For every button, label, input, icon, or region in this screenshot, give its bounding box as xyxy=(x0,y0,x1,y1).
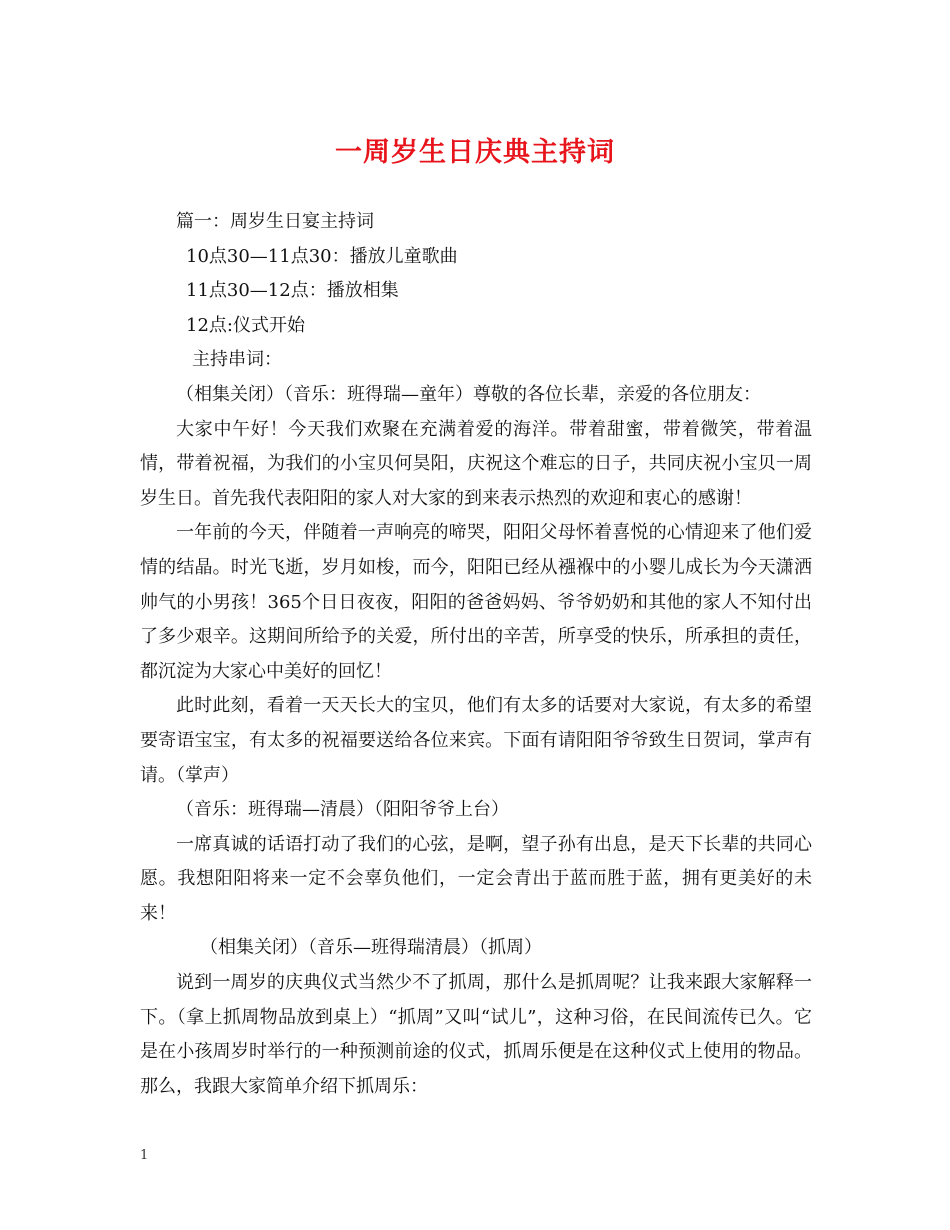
section-heading: 篇一：周岁生日宴主持词 xyxy=(176,211,374,232)
stage-direction: （相集关闭）（音乐—班得瑞清晨）（抓周） xyxy=(200,937,542,959)
body-paragraph: 大家中午好！今天我们欢聚在充满着爱的海洋。带着甜蜜，带着微笑，带着温情，带着祝福，为我们的小宝贝何昊阳，庆祝这个难忘的日子，共同庆祝小宝贝一周岁生日。首先我代表阳阳的家人对大家的到来表示热烈的欢迎和衷心的感谢！ xyxy=(140,418,812,509)
body-paragraph: 此时此刻，看着一天天长大的宝贝，他们有太多的话要对大家说，有太多的希望要寄语宝宝，有太多的祝福要送给各位来宾。下面有请阳阳爷爷致生日贺词，掌声有请。（掌声） xyxy=(140,695,812,786)
body-paragraph: 一席真诚的话语打动了我们的心弦，是啊，望子孙有出息，是天下长辈的共同心愿。我想阳阳将来一定不会辜负他们，一定会青出于蓝而胜于蓝，拥有更美好的未来！ xyxy=(140,833,812,924)
page-number: 1 xyxy=(140,1148,149,1163)
script-label: 主持串词： xyxy=(192,349,282,371)
schedule-line: 10点30—11点30：播放儿童歌曲 xyxy=(186,245,458,267)
stage-direction: （音乐：班得瑞—清晨）（阳阳爷爷上台） xyxy=(176,799,509,821)
schedule-line: 11点30—12点：播放相集 xyxy=(186,280,399,302)
stage-direction: （相集关闭）（音乐：班得瑞—童年）尊敬的各位长辈，亲爱的各位朋友： xyxy=(176,383,761,405)
body-paragraph: 说到一周岁的庆典仪式当然少不了抓周，那什么是抓周呢？让我来跟大家解释一下。（拿上抓周物品放到桌上）“抓周”又叫“试儿”，这种习俗，在民间流传已久。它是在小孩周岁时举行的一种预测前途的仪式，抓周乐便是在这种仪式上使用的物品。那么，我跟大家简单介绍下抓周乐： xyxy=(140,972,812,1097)
document-title: 一周岁生日庆典主持词 xyxy=(335,137,615,168)
document-body xyxy=(140,205,812,1104)
schedule-line: 12点:仪式开始 xyxy=(186,314,305,336)
body-paragraph: 一年前的今天，伴随着一声响亮的啼哭，阳阳父母怀着喜悦的心情迎来了他们爱情的结晶。时光飞逝，岁月如梭，而今，阳阳已经从襁褓中的小婴儿成长为今天潇洒帅气的小男孩！365个日日夜夜，阳阳的爸爸妈妈、爷爷奶奶和其他的家人不知付出了多少艰辛。这期间所给予的关爱，所付出的辛苦，所享受的快乐，所承担的责任，都沉淀为大家心中美好的回忆！ xyxy=(140,522,812,682)
